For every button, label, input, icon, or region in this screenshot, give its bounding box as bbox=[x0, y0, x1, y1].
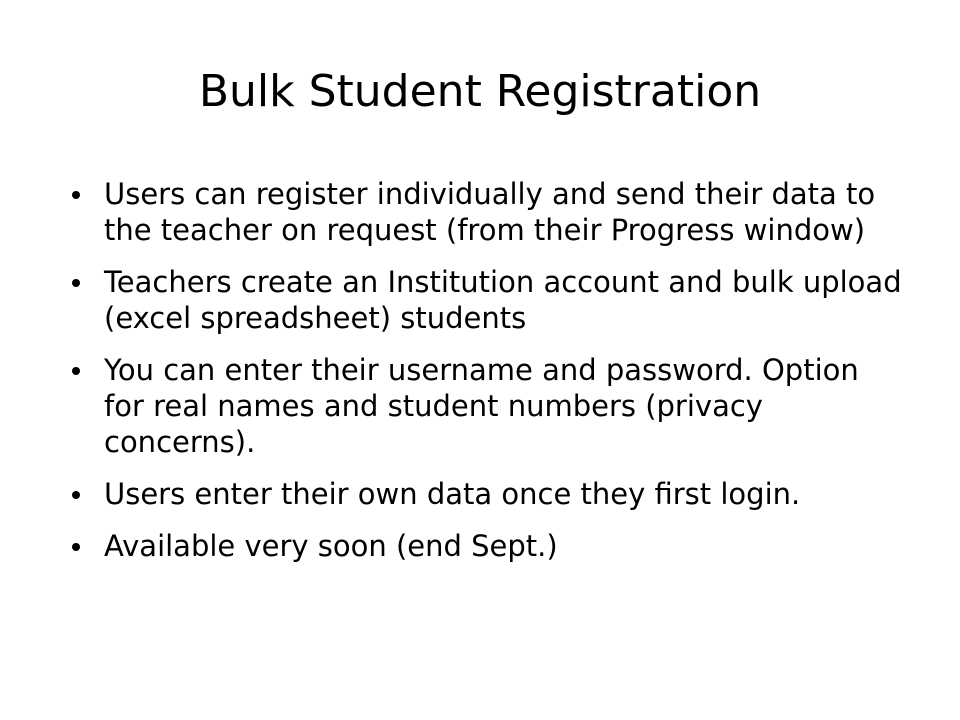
bullet-text-4: Users enter their own data once they first login. bbox=[104, 477, 801, 511]
bullet-text-1: Users can register individually and send their data to the teacher on request (from their Progress window) bbox=[104, 177, 876, 247]
bullet-text-3: You can enter their username and password. Option for real names and student numbers (privacy concerns). bbox=[104, 353, 859, 459]
bullet-item-4 bbox=[64, 476, 904, 512]
bullet-text-5: Available very soon (end Sept.) bbox=[104, 529, 558, 563]
bullet-dot-icon bbox=[72, 543, 80, 551]
bullet-item-5 bbox=[64, 528, 904, 564]
bullet-dot-icon bbox=[72, 367, 80, 375]
bullet-list bbox=[64, 176, 904, 580]
bullet-item-3 bbox=[64, 352, 904, 460]
bullet-item-1 bbox=[64, 176, 904, 248]
bullet-text-2: Teachers create an Institution account and bulk upload (excel spreadsheet) students bbox=[104, 265, 902, 335]
bullet-dot-icon bbox=[72, 191, 80, 199]
slide-title: Bulk Student Registration bbox=[198, 66, 762, 117]
bullet-dot-icon bbox=[72, 491, 80, 499]
bullet-dot-icon bbox=[72, 279, 80, 287]
bullet-item-2 bbox=[64, 264, 904, 336]
